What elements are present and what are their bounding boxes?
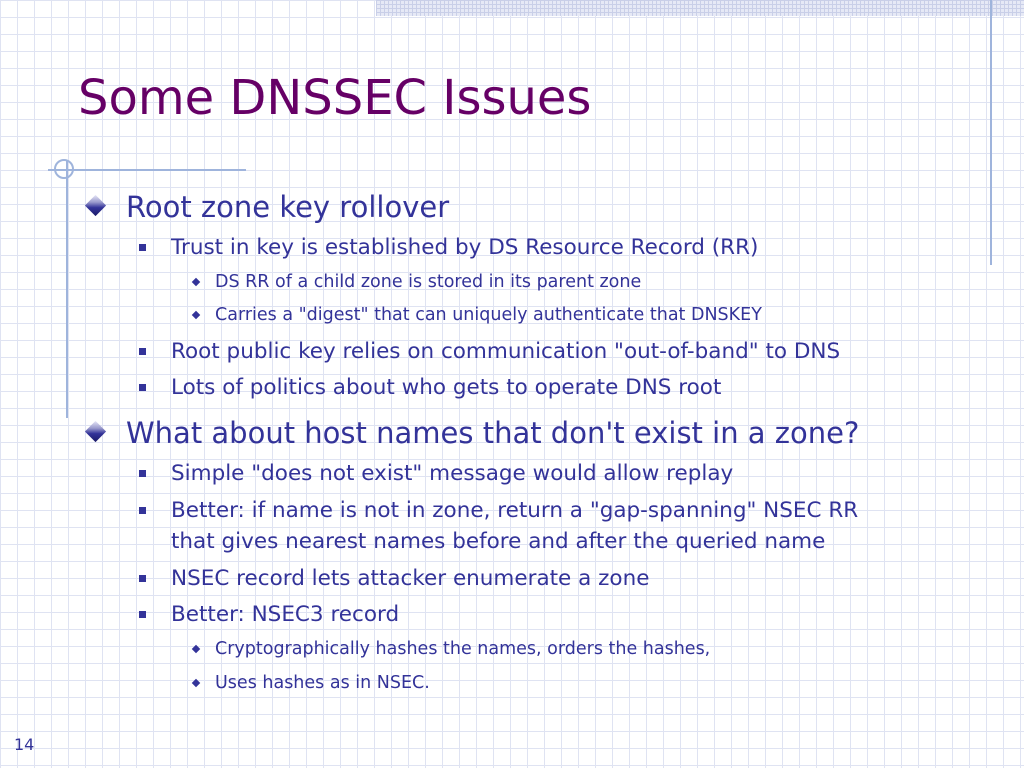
square-bullet-icon <box>139 507 146 514</box>
small-diamond-bullet-icon <box>192 278 200 286</box>
square-bullet-icon <box>139 470 146 477</box>
bullet-root-public-key: Root public key relies on communication "out-of-band" to DNS <box>171 339 841 364</box>
small-diamond-bullet-icon <box>192 311 200 319</box>
bullet-better-gap-spanning-line2: that gives nearest names before and after the queried name <box>171 529 826 554</box>
bullet-better-gap-spanning-line1: Better: if name is not in zone, return a "gap-spanning" NSEC RR <box>171 498 859 523</box>
square-bullet-icon <box>139 384 146 391</box>
small-diamond-bullet-icon <box>192 645 200 653</box>
slide-number: 14 <box>14 735 35 754</box>
square-bullet-icon <box>139 348 146 355</box>
square-bullet-icon <box>139 244 146 251</box>
diamond-bullet-icon <box>85 421 106 442</box>
bullet-simple-does-not-exist: Simple "does not exist" message would allow replay <box>171 461 734 486</box>
bullet-ds-rr-child-zone: DS RR of a child zone is stored in its parent zone <box>215 272 642 292</box>
square-bullet-icon <box>139 611 146 618</box>
bullet-lots-of-politics: Lots of politics about who gets to operate DNS root <box>171 375 722 400</box>
bullet-root-zone-key-rollover: Root zone key rollover <box>126 190 450 224</box>
bullet-trust-in-key: Trust in key is established by DS Resource Record (RR) <box>171 235 759 260</box>
bullet-better-nsec3: Better: NSEC3 record <box>171 602 400 627</box>
bullet-cryptographically-hashes: Cryptographically hashes the names, orders the hashes, <box>215 639 711 659</box>
bullet-carries-digest: Carries a "digest" that can uniquely authenticate that DNSKEY <box>215 305 762 325</box>
bullet-uses-hashes: Uses hashes as in NSEC. <box>215 673 430 693</box>
bullet-nsec-enumerate: NSEC record lets attacker enumerate a zone <box>171 566 650 591</box>
small-diamond-bullet-icon <box>192 679 200 687</box>
slide-title: Some DNSSEC Issues <box>78 70 592 126</box>
diamond-bullet-icon <box>85 195 106 216</box>
square-bullet-icon <box>139 575 146 582</box>
bullet-host-names-dont-exist: What about host names that don't exist in a zone? <box>126 416 860 450</box>
